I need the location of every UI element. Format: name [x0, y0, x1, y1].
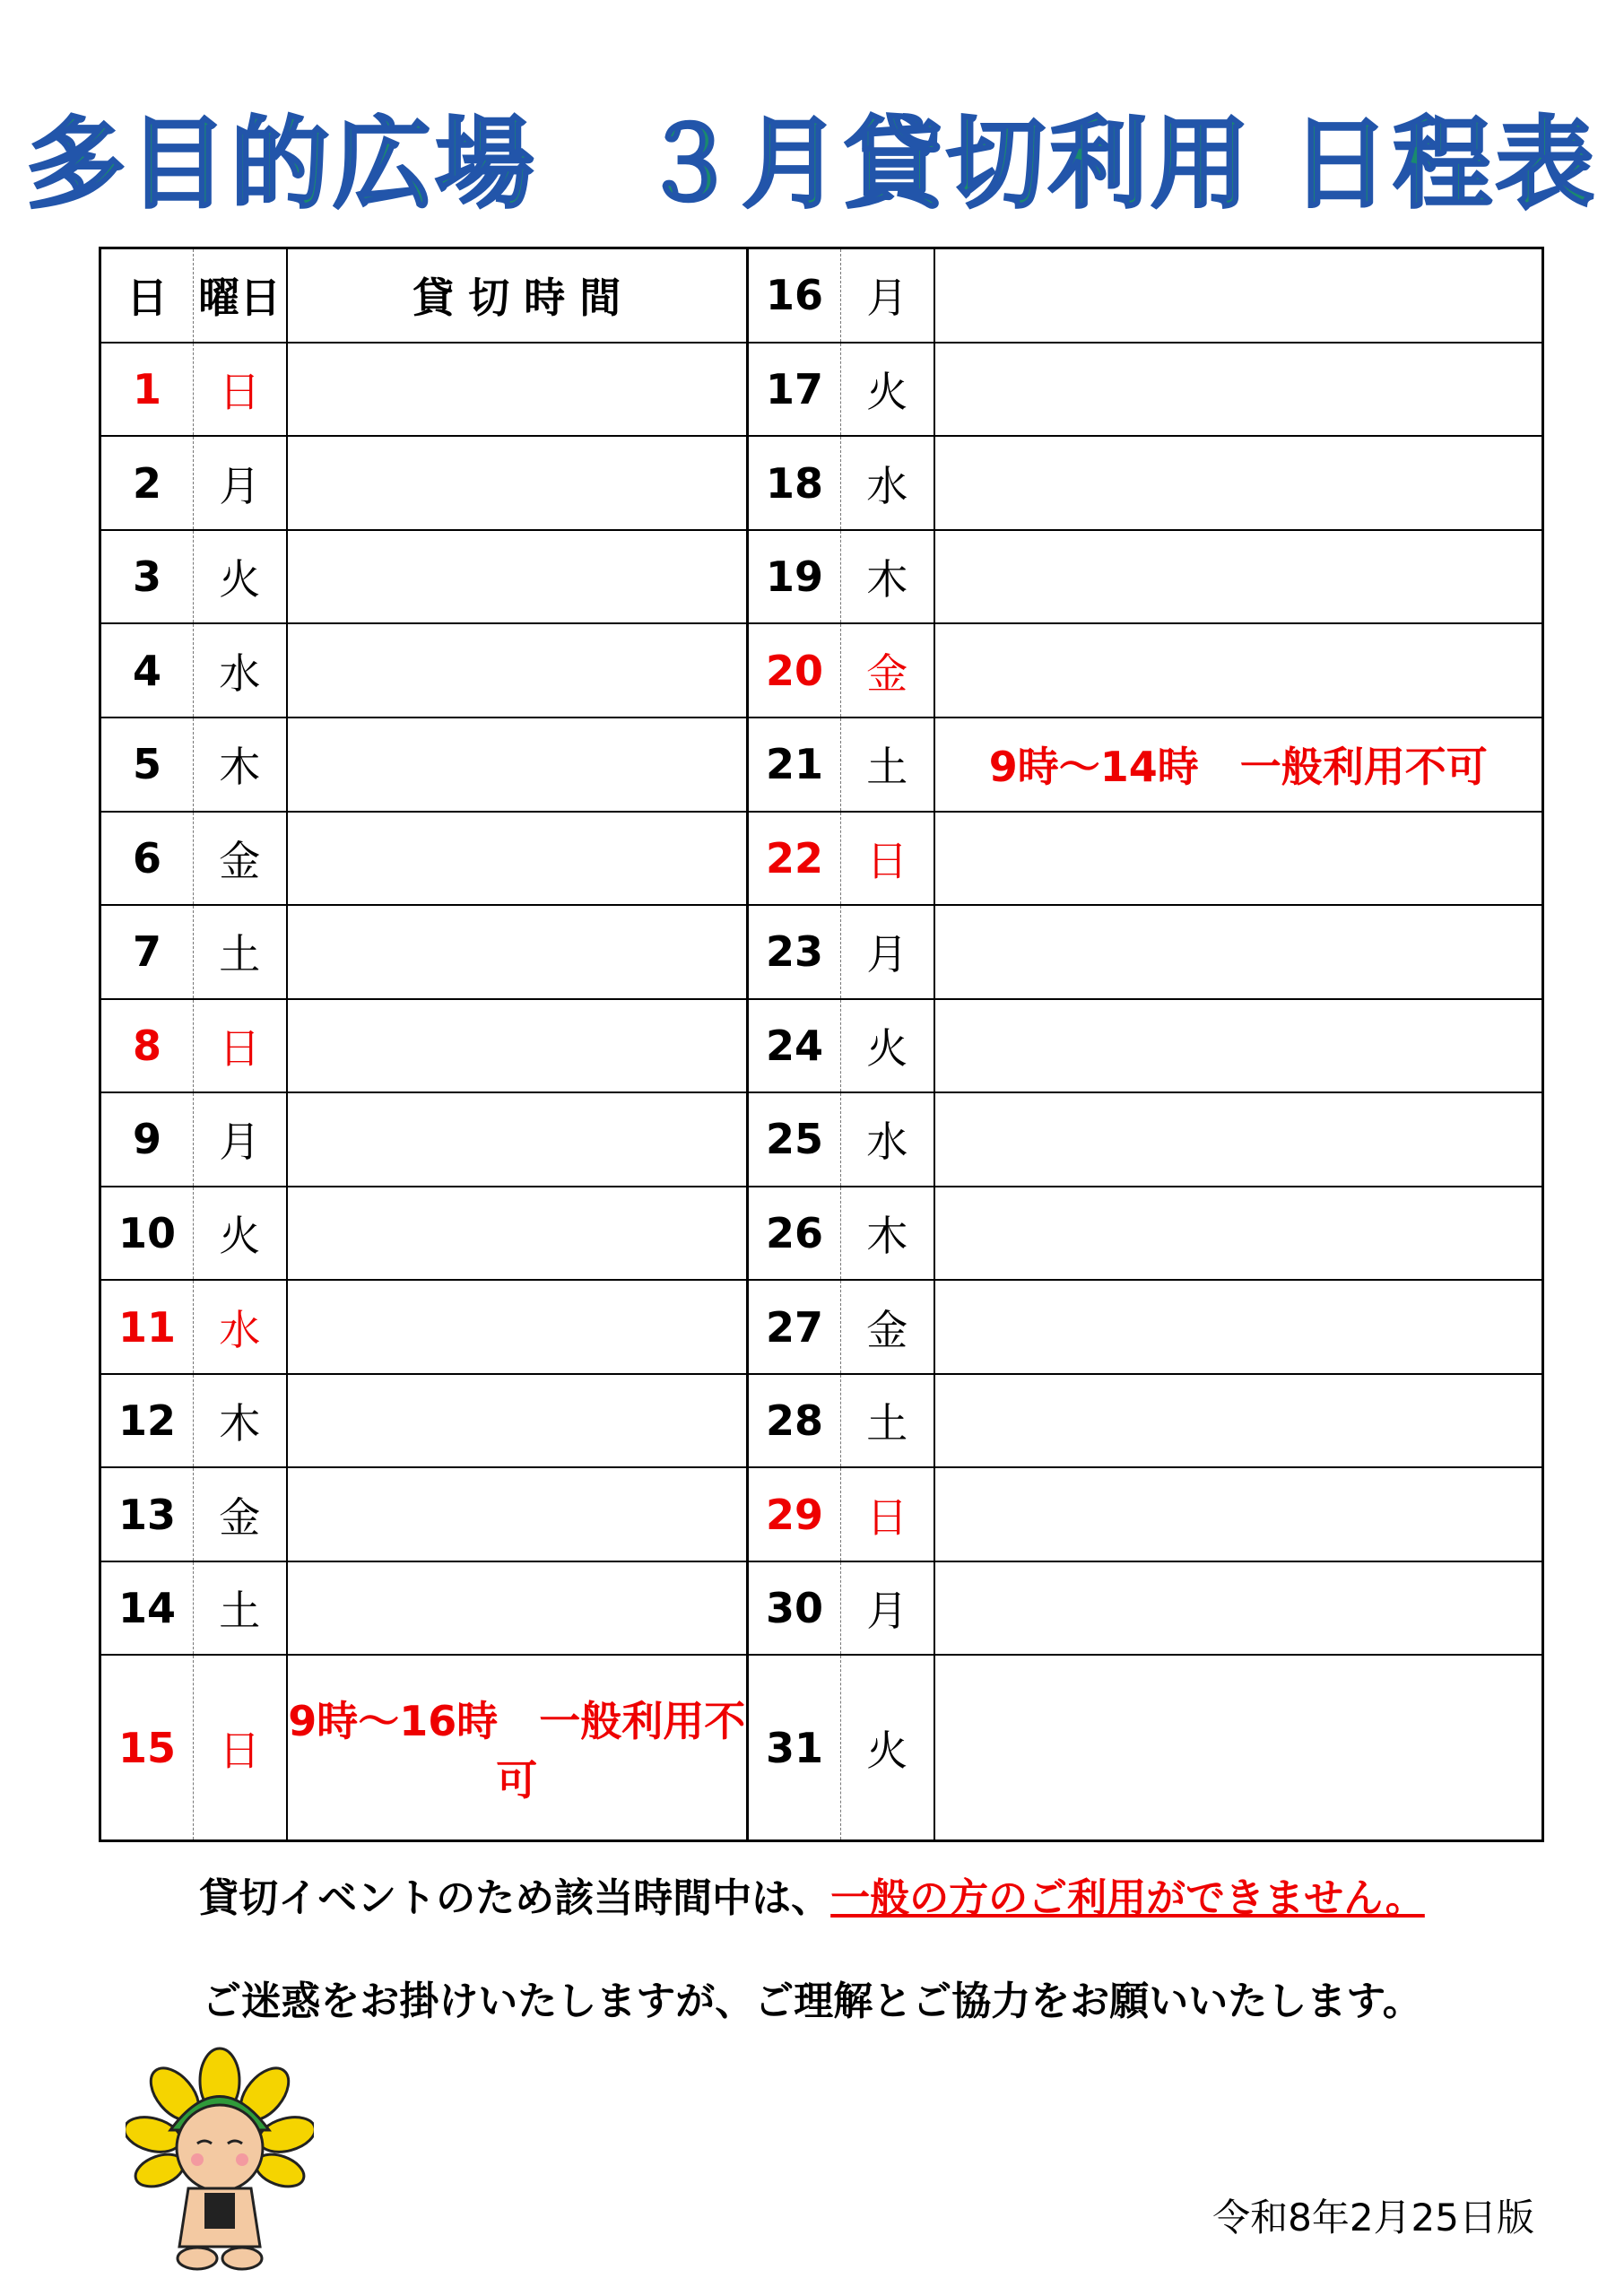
note-cell — [287, 1092, 748, 1187]
table-row — [100, 1467, 1543, 1561]
day-cell: 27 — [748, 1280, 841, 1374]
note-cell — [934, 1467, 1543, 1561]
dow-cell: 火 — [841, 343, 934, 437]
table-row — [100, 999, 1543, 1093]
day-cell: 20 — [748, 623, 841, 718]
dow-cell: 月 — [841, 1561, 934, 1656]
dow-cell: 火 — [194, 530, 287, 624]
header-time: 貸 切 時 間 — [287, 248, 748, 343]
notice-line-2: ご迷惑をお掛けいたしますが、ご理解とご協力をお願いいたします。 — [202, 1979, 1422, 2024]
note-cell — [934, 999, 1543, 1093]
table-row — [100, 1187, 1543, 1281]
note-cell — [287, 905, 748, 999]
day-cell: 19 — [748, 530, 841, 624]
table-row — [100, 905, 1543, 999]
dow-cell: 金 — [194, 1467, 287, 1561]
day-cell: 21 — [748, 718, 841, 812]
note-cell — [287, 623, 748, 718]
note-cell — [287, 1187, 748, 1281]
day-cell: 6 — [100, 812, 194, 906]
notice-alert: 一般の方のご利用ができません。 — [830, 1875, 1425, 1921]
note-cell — [287, 999, 748, 1093]
dow-cell: 土 — [841, 1374, 934, 1468]
note-cell — [287, 1467, 748, 1561]
dow-cell: 木 — [194, 1374, 287, 1468]
dow-cell: 日 — [841, 812, 934, 906]
table-row — [100, 812, 1543, 906]
dow-cell: 日 — [194, 343, 287, 437]
note-cell — [934, 623, 1543, 718]
note-cell — [934, 436, 1543, 530]
dow-cell: 土 — [194, 905, 287, 999]
schedule-table — [99, 247, 1544, 1842]
note-cell — [934, 1655, 1543, 1840]
dow-cell: 金 — [841, 623, 934, 718]
table-row — [100, 530, 1543, 624]
day-cell: 17 — [748, 343, 841, 437]
dow-cell: 月 — [194, 1092, 287, 1187]
note-cell — [934, 1280, 1543, 1374]
dow-cell: 水 — [194, 623, 287, 718]
dow-cell: 木 — [194, 718, 287, 812]
dow-cell: 水 — [194, 1280, 287, 1374]
note-cell — [934, 1092, 1543, 1187]
day-cell: 22 — [748, 812, 841, 906]
dow-cell: 月 — [841, 248, 934, 343]
table-row — [100, 1374, 1543, 1468]
day-cell: 7 — [100, 905, 194, 999]
dow-cell: 水 — [841, 1092, 934, 1187]
day-cell: 28 — [748, 1374, 841, 1468]
note-cell — [287, 1561, 748, 1656]
day-cell: 24 — [748, 999, 841, 1093]
version-date: 令和8年2月25日版 — [1212, 2196, 1534, 2239]
note-cell: 9時～16時 一般利用不可 — [287, 1655, 748, 1840]
dow-cell: 日 — [841, 1467, 934, 1561]
dow-cell: 金 — [194, 812, 287, 906]
day-cell: 26 — [748, 1187, 841, 1281]
note-cell — [287, 812, 748, 906]
day-cell: 11 — [100, 1280, 194, 1374]
note-cell — [287, 436, 748, 530]
dow-cell: 土 — [841, 718, 934, 812]
note-cell — [287, 718, 748, 812]
day-cell: 23 — [748, 905, 841, 999]
table-row — [100, 623, 1543, 718]
day-cell: 9 — [100, 1092, 194, 1187]
header-day: 日 — [100, 248, 194, 343]
dow-cell: 土 — [194, 1561, 287, 1656]
note-cell — [287, 1280, 748, 1374]
day-cell: 1 — [100, 343, 194, 437]
notice-line-1 — [0, 1866, 1624, 1923]
table-row — [100, 718, 1543, 812]
note-cell — [934, 1187, 1543, 1281]
notice-prefix: 貸切イベントのため該当時間中は、 — [199, 1875, 831, 1921]
dow-cell: 日 — [194, 999, 287, 1093]
day-cell: 29 — [748, 1467, 841, 1561]
dow-cell: 木 — [841, 530, 934, 624]
dow-cell: 火 — [194, 1187, 287, 1281]
dow-cell: 金 — [841, 1280, 934, 1374]
note-cell — [934, 1561, 1543, 1656]
table-row — [100, 343, 1543, 437]
dow-cell: 水 — [841, 436, 934, 530]
note-cell — [287, 530, 748, 624]
dow-cell: 日 — [194, 1655, 287, 1840]
note-cell: 9時～14時 一般利用不可 — [934, 718, 1543, 812]
dow-cell: 月 — [841, 905, 934, 999]
table-row — [100, 436, 1543, 530]
note-cell — [934, 905, 1543, 999]
header-dow: 曜日 — [194, 248, 287, 343]
page-title: 多目的広場 ３月貸切利用 日程表 — [26, 107, 1598, 222]
note-cell — [934, 1374, 1543, 1468]
table-row — [100, 1280, 1543, 1374]
day-cell: 16 — [748, 248, 841, 343]
table-row — [100, 248, 1543, 343]
dow-cell: 月 — [194, 436, 287, 530]
day-cell: 5 — [100, 718, 194, 812]
day-cell: 3 — [100, 530, 194, 624]
dow-cell: 火 — [841, 999, 934, 1093]
mascot-character-icon — [126, 2045, 314, 2278]
day-cell: 10 — [100, 1187, 194, 1281]
table-row — [100, 1561, 1543, 1656]
dow-cell: 木 — [841, 1187, 934, 1281]
day-cell: 2 — [100, 436, 194, 530]
day-cell: 12 — [100, 1374, 194, 1468]
note-cell — [934, 248, 1543, 343]
day-cell: 25 — [748, 1092, 841, 1187]
note-cell — [287, 343, 748, 437]
note-cell — [934, 530, 1543, 624]
dow-cell: 火 — [841, 1655, 934, 1840]
day-cell: 18 — [748, 436, 841, 530]
day-cell: 31 — [748, 1655, 841, 1840]
table-row — [100, 1092, 1543, 1187]
table-row — [100, 1655, 1543, 1840]
day-cell: 14 — [100, 1561, 194, 1656]
note-cell — [934, 343, 1543, 437]
note-cell — [934, 812, 1543, 906]
day-cell: 4 — [100, 623, 194, 718]
note-cell — [287, 1374, 748, 1468]
day-cell: 30 — [748, 1561, 841, 1656]
day-cell: 8 — [100, 999, 194, 1093]
day-cell: 13 — [100, 1467, 194, 1561]
day-cell: 15 — [100, 1655, 194, 1840]
